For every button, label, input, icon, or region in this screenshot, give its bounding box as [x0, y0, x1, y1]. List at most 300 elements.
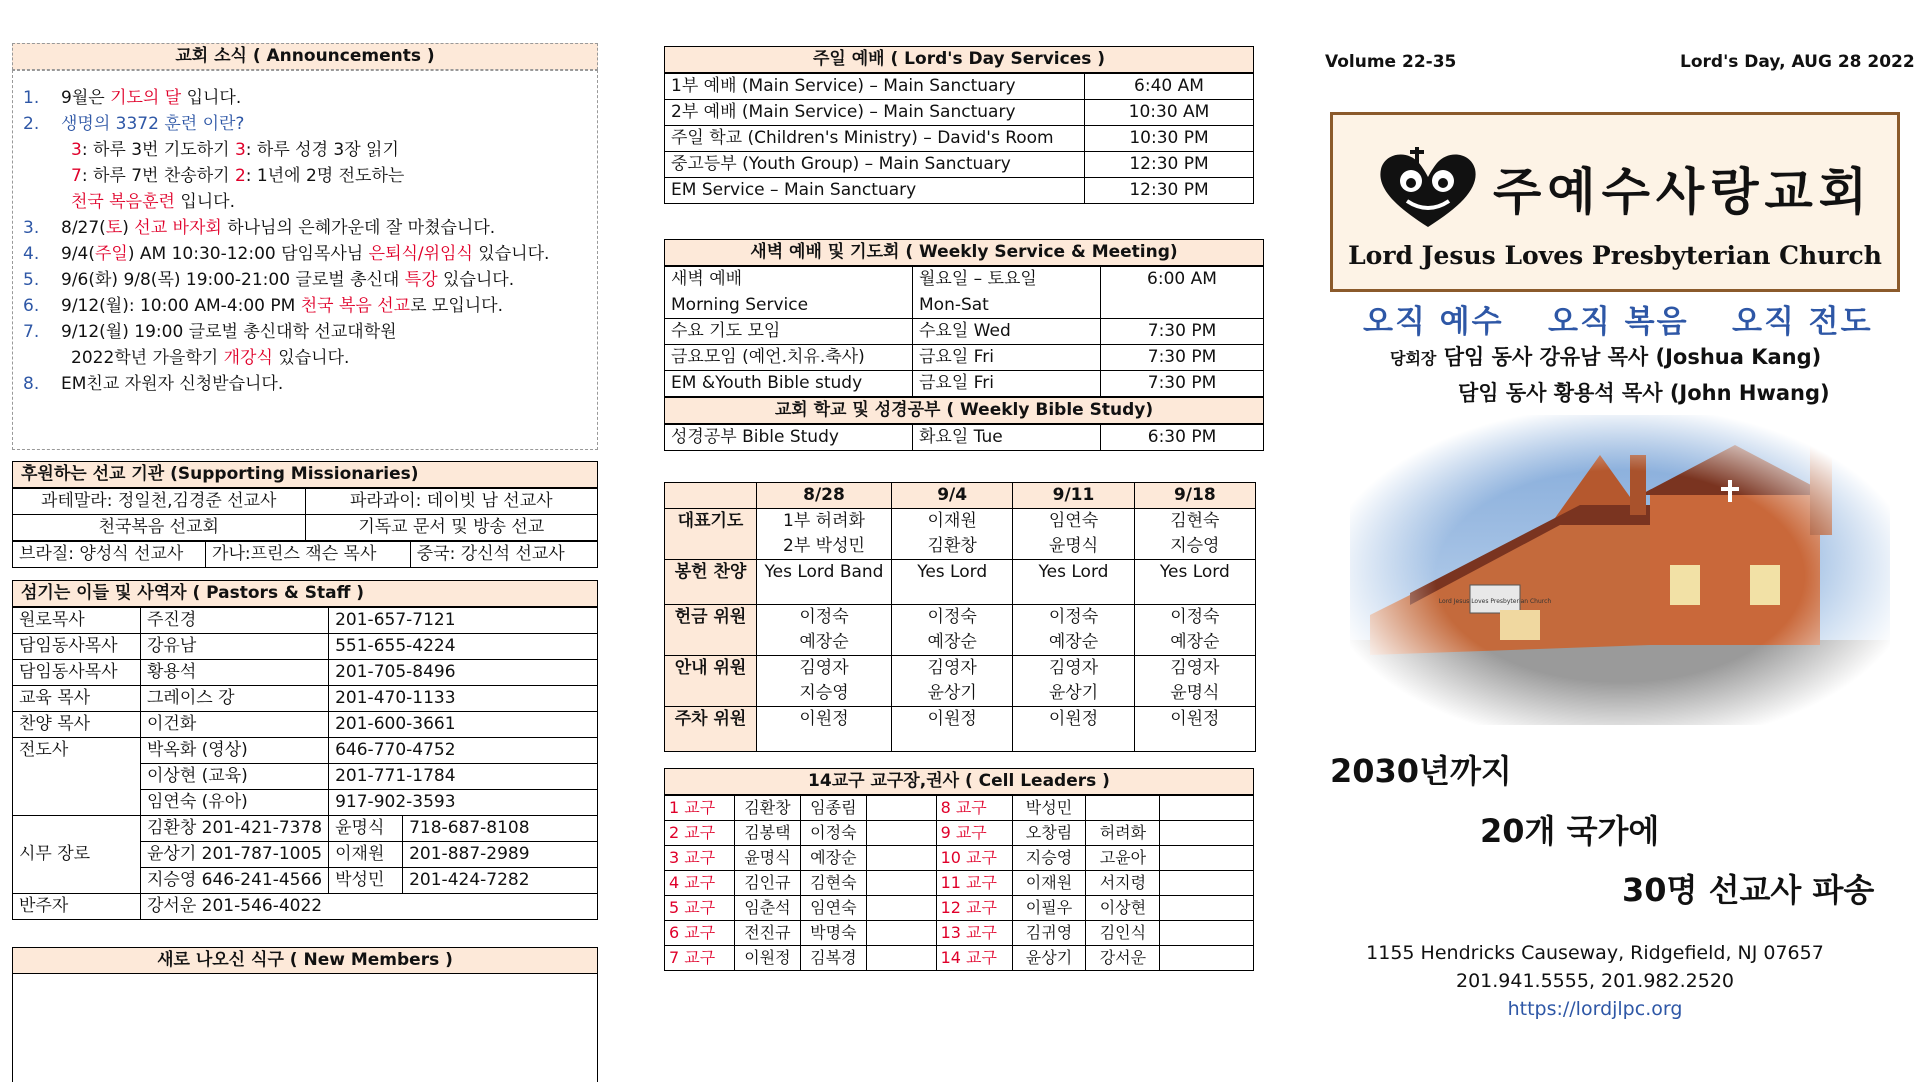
- weekly-time: [1101, 293, 1264, 319]
- church-name-korean: 주예수사랑교회: [1493, 162, 1874, 221]
- duty-cell: [1134, 707, 1255, 752]
- staff-phone: 201-657-7121: [329, 608, 598, 634]
- announcement-item: [23, 215, 587, 241]
- cell-leader: 임종림: [800, 796, 866, 821]
- duty-cell: [892, 707, 1013, 752]
- announcement-number: 3.: [23, 218, 40, 238]
- cell-leader: 강서운: [1086, 946, 1160, 971]
- staff-name: 이건화: [141, 712, 329, 738]
- cell-number: 12 교구: [936, 896, 1012, 921]
- staff-row: [13, 608, 598, 634]
- lords-day-table: [664, 73, 1254, 204]
- cell-leader: [1160, 946, 1254, 971]
- missionaries-section: [12, 461, 598, 568]
- duty-label: 주차 위원: [665, 707, 757, 752]
- elder-name: 지승영 646-241-4566: [141, 868, 329, 894]
- cell-number: 14 교구: [936, 946, 1012, 971]
- weekly-row: [665, 319, 1264, 345]
- cell-leader: 허려화: [1086, 821, 1160, 846]
- pastor-prefix: 당회장: [1390, 349, 1437, 368]
- tagline-gospel: 오직 복음: [1548, 304, 1689, 340]
- duty-label: 헌금 위원: [665, 605, 757, 656]
- duty-row: [665, 605, 1256, 656]
- weekly-section: [664, 239, 1264, 451]
- staff-row: [13, 686, 598, 712]
- announcement-text: 하나님의 은혜가운데 잘 마쳤습니다.: [221, 218, 496, 238]
- announcement-text: : 하루 3번 기도하기: [81, 140, 235, 160]
- elder-phone: 718-687-8108: [403, 816, 598, 842]
- staff-name: 강서운 201-546-4022: [141, 894, 598, 920]
- cell-number: 5 교구: [665, 896, 735, 921]
- duty-name: 이원정: [927, 709, 977, 729]
- duty-date: 8/28: [757, 483, 892, 509]
- announcement-number: 4.: [23, 244, 40, 264]
- cell-number: 2 교구: [665, 821, 735, 846]
- announcement-text: 천국 복음 선교: [300, 296, 411, 316]
- staff-phone: 551-655-4224: [329, 634, 598, 660]
- cell-leader: 지승영: [1012, 846, 1086, 871]
- duty-name: 윤명식: [1170, 683, 1220, 703]
- duty-cell: [1013, 560, 1134, 605]
- announcement-text: : 하루 성경 3장 읽기: [245, 140, 399, 160]
- duty-corner: [665, 483, 757, 509]
- announcement-text: 2022학년 가을학기: [71, 348, 224, 368]
- duty-name: 김현숙: [1170, 511, 1220, 531]
- weekly-day: 금요일 Fri: [913, 345, 1101, 371]
- weekly-row: [665, 267, 1264, 293]
- cell-leader: [1160, 821, 1254, 846]
- duty-name: 1부 허려화: [783, 511, 865, 531]
- announcement-text: 특강: [404, 270, 438, 290]
- duty-label: 봉헌 찬양: [665, 560, 757, 605]
- volume-label: Volume 22-35: [1325, 52, 1457, 72]
- missionary-cell: 중국: 강신석 선교사: [410, 542, 597, 568]
- duty-name: Yes Lord: [1159, 562, 1230, 582]
- bible-study-time: 6:30 PM: [1101, 425, 1264, 451]
- cell-leader: [866, 921, 936, 946]
- tagline-evangelism: 오직 전도: [1732, 304, 1873, 340]
- staff-role: 반주자: [13, 894, 141, 920]
- duty-label: 안내 위원: [665, 656, 757, 707]
- announcement-item: [23, 319, 587, 345]
- service-row: [665, 152, 1254, 178]
- missionary-cell: 가나:프린스 잭슨 목사: [206, 542, 411, 568]
- cell-leader: [866, 796, 936, 821]
- weekly-name: EM &Youth Bible study: [665, 371, 913, 397]
- service-row: [665, 178, 1254, 204]
- cell-row: [665, 796, 1254, 821]
- staff-row: [13, 894, 598, 920]
- announcement-text: 은퇴식/위임식: [368, 244, 473, 264]
- duty-section: [664, 482, 1256, 752]
- goal-line-2: 20개 국가에: [1480, 812, 1660, 850]
- date-label: Lord's Day, AUG 28 2022: [1680, 52, 1915, 72]
- cell-row: [665, 821, 1254, 846]
- cell-number: 7 교구: [665, 946, 735, 971]
- cell-leader: [866, 946, 936, 971]
- cell-leader: 김봉택: [734, 821, 800, 846]
- cell-number: 1 교구: [665, 796, 735, 821]
- staff-row: [13, 660, 598, 686]
- duty-name: 이원정: [1048, 709, 1099, 729]
- announcement-text: 입니다.: [174, 192, 236, 212]
- duty-table: [664, 482, 1256, 752]
- cell-row: [665, 846, 1254, 871]
- staff-title: 섬기는 이들 및 사역자 ( Pastors & Staff ): [12, 580, 598, 607]
- staff-name: 황용석: [141, 660, 329, 686]
- duty-cell: [757, 605, 892, 656]
- announcement-text: 9/12(월) 19:00 글로벌 총신대학 선교대학원: [61, 322, 397, 342]
- duty-cell: [1134, 509, 1255, 560]
- announcement-item: [23, 163, 587, 189]
- cell-leader: 김인식: [1086, 921, 1160, 946]
- duty-cell: [1013, 509, 1134, 560]
- cell-leader: 고윤아: [1086, 846, 1160, 871]
- cell-leader: 임춘석: [734, 896, 800, 921]
- duty-name: 지승영: [1170, 536, 1220, 556]
- duty-name: 예장순: [1170, 632, 1220, 652]
- announcement-text: 로 모입니다.: [410, 296, 503, 316]
- weekly-name: 수요 기도 모임: [665, 319, 913, 345]
- cell-number: 11 교구: [936, 871, 1012, 896]
- staff-name: 이상현 (교육): [141, 764, 329, 790]
- announcement-number: 1.: [23, 88, 40, 108]
- cell-number: 10 교구: [936, 846, 1012, 871]
- weekly-time: 7:30 PM: [1101, 319, 1264, 345]
- announcement-text: 있습니다.: [437, 270, 515, 290]
- staff-phone: 201-600-3661: [329, 712, 598, 738]
- staff-row: [13, 738, 598, 764]
- announcement-text: ): [122, 218, 135, 238]
- weekly-row: [665, 293, 1264, 319]
- staff-name: 주진경: [141, 608, 329, 634]
- weekly-day: 월요일 – 토요일: [913, 267, 1101, 293]
- cell-leader: [1160, 846, 1254, 871]
- staff-phone: 201-470-1133: [329, 686, 598, 712]
- service-time: 12:30 PM: [1085, 178, 1254, 204]
- cell-leader: 김복경: [800, 946, 866, 971]
- announcement-text: 토: [105, 218, 123, 238]
- cell-number: 8 교구: [936, 796, 1012, 821]
- duty-name: 이재원: [927, 511, 977, 531]
- duty-row: [665, 707, 1256, 752]
- cell-leader: 이재원: [1012, 871, 1086, 896]
- service-row: [665, 126, 1254, 152]
- duty-name: Yes Lord: [1038, 562, 1109, 582]
- duty-name: 이정숙: [1048, 607, 1099, 627]
- duty-cell: [892, 605, 1013, 656]
- cell-leader: 김현숙: [800, 871, 866, 896]
- service-row: [665, 74, 1254, 100]
- staff-name: 박옥화 (영상): [141, 738, 329, 764]
- announcement-text: : 하루 7번 찬송하기: [81, 166, 235, 186]
- cell-leader: [1160, 796, 1254, 821]
- weekly-day: Mon-Sat: [913, 293, 1101, 319]
- cell-leader: 윤명식: [734, 846, 800, 871]
- elder-name: 윤상기 201-787-1005: [141, 842, 329, 868]
- staff-row: [13, 816, 598, 842]
- duty-cell: [757, 656, 892, 707]
- bible-study-title: 교회 학교 및 성경공부 ( Weekly Bible Study): [664, 397, 1264, 424]
- cell-leader: [1160, 921, 1254, 946]
- cell-leader: 이원정: [734, 946, 800, 971]
- cell-leader: 김귀영: [1012, 921, 1086, 946]
- duty-name: 이정숙: [927, 607, 977, 627]
- duty-cell: [757, 707, 892, 752]
- duty-cell: [1134, 656, 1255, 707]
- staff-phone: 917-902-3593: [329, 790, 598, 816]
- service-name: EM Service – Main Sanctuary: [665, 178, 1085, 204]
- staff-row: [13, 712, 598, 738]
- announcement-number: 7.: [23, 322, 40, 342]
- staff-role: 담임동사목사: [13, 634, 141, 660]
- duty-name: 김영자: [799, 658, 849, 678]
- weekly-time: 7:30 PM: [1101, 371, 1264, 397]
- staff-phone: 646-770-4752: [329, 738, 598, 764]
- cell-number: 6 교구: [665, 921, 735, 946]
- announcement-number: 5.: [23, 270, 40, 290]
- duty-name: 김환창: [927, 536, 977, 556]
- cell-leader: 김인규: [734, 871, 800, 896]
- new-members-box: [12, 974, 598, 1082]
- service-name: 1부 예배 (Main Service) – Main Sanctuary: [665, 74, 1085, 100]
- service-time: 6:40 AM: [1085, 74, 1254, 100]
- duty-name: 이원정: [1170, 709, 1220, 729]
- cell-leader: [1086, 796, 1160, 821]
- announcement-number: 2.: [23, 114, 40, 134]
- duty-name: 이정숙: [799, 607, 849, 627]
- new-members-section: [12, 947, 598, 1082]
- duty-name: 2부 박성민: [783, 536, 865, 556]
- church-name-english: Lord Jesus Loves Presbyterian Church: [1348, 241, 1882, 270]
- announcement-text: 8/27(: [61, 218, 106, 238]
- announcement-text: 있습니다.: [272, 348, 350, 368]
- announcement-item: [23, 293, 587, 319]
- church-logo: [1330, 112, 1900, 292]
- cell-leader: [866, 821, 936, 846]
- duty-cell: [1013, 707, 1134, 752]
- duty-cell: [892, 509, 1013, 560]
- duty-cell: [1134, 605, 1255, 656]
- cell-leaders-title: 14교구 교구장,권사 ( Cell Leaders ): [664, 768, 1254, 795]
- cell-number: 13 교구: [936, 921, 1012, 946]
- announcements-title: 교회 소식 ( Announcements ): [12, 43, 598, 70]
- elder-name: 김환창 201-421-7378: [141, 816, 329, 842]
- staff-role: 담임동사목사: [13, 660, 141, 686]
- announcement-text: 주일: [95, 244, 128, 264]
- announcement-text: 9월은: [61, 88, 111, 108]
- missionary-cell: 천국복음 선교회: [13, 515, 306, 541]
- tagline-jesus: 오직 예수: [1363, 304, 1504, 340]
- duty-row: [665, 560, 1256, 605]
- announcement-item: [23, 345, 587, 371]
- goal-line-1: 2030년까지: [1330, 752, 1512, 790]
- announcement-number: 6.: [23, 296, 40, 316]
- duty-name: 김영자: [1170, 658, 1220, 678]
- heart-logo-icon: [1373, 143, 1483, 233]
- duty-name: 임연숙: [1048, 511, 1099, 531]
- elder-name: 박성민: [329, 868, 403, 894]
- duty-cell: [757, 560, 892, 605]
- announcement-text: EM친교 자원자 신청받습니다.: [61, 374, 284, 394]
- staff-role: 전도사: [13, 738, 141, 816]
- goal-line-3: 30명 선교사 파송: [1622, 871, 1875, 909]
- duty-cell: [892, 560, 1013, 605]
- duty-row: [665, 656, 1256, 707]
- cell-leader: [866, 871, 936, 896]
- announcement-item: [23, 241, 587, 267]
- announcement-text: ) AM 10:30-12:00 담임목사님: [127, 244, 369, 264]
- staff-table: [12, 607, 598, 920]
- duty-name: Yes Lord: [917, 562, 988, 582]
- announcement-text: 천국 복음훈련: [71, 192, 175, 212]
- duty-name: 이원정: [799, 709, 849, 729]
- missionary-cell: 과테말라: 정일천,김경준 선교사: [13, 489, 306, 515]
- announcement-number: 8.: [23, 374, 40, 394]
- cell-row: [665, 871, 1254, 896]
- service-row: [665, 100, 1254, 126]
- weekly-name: Morning Service: [665, 293, 913, 319]
- announcement-text: 9/12(월): 10:00 AM-4:00 PM: [61, 296, 301, 316]
- missionaries-title: 후원하는 선교 기관 (Supporting Missionaries): [12, 461, 598, 488]
- cell-leaders-section: [664, 768, 1254, 971]
- duty-header-row: [665, 483, 1256, 509]
- duty-cell: [1013, 656, 1134, 707]
- lords-day-title: 주일 예배 ( Lord's Day Services ): [664, 46, 1254, 73]
- cell-number: 4 교구: [665, 871, 735, 896]
- weekly-title: 새벽 예배 및 기도회 ( Weekly Service & Meeting): [664, 239, 1264, 266]
- staff-section: [12, 580, 598, 920]
- duty-date: 9/18: [1134, 483, 1255, 509]
- staff-phone: 201-771-1784: [329, 764, 598, 790]
- duty-name: 예장순: [1048, 632, 1099, 652]
- announcement-item: [23, 189, 587, 215]
- weekly-time: 6:00 AM: [1101, 267, 1264, 293]
- duty-name: 윤상기: [1048, 683, 1099, 703]
- announcement-text: 3: [234, 140, 246, 160]
- cell-leader: [1160, 871, 1254, 896]
- cell-leader: [866, 896, 936, 921]
- cell-row: [665, 921, 1254, 946]
- missionary-cell: 기독교 문서 및 방송 선교: [305, 515, 598, 541]
- duty-name: 지승영: [799, 683, 849, 703]
- announcement-item: [23, 267, 587, 293]
- announcement-text: 생명의 3372 훈련 이란?: [61, 114, 245, 134]
- announcement-text: 7: [71, 166, 82, 186]
- duty-name: 예장순: [799, 632, 849, 652]
- cell-leader: 이상현: [1086, 896, 1160, 921]
- cell-row: [665, 896, 1254, 921]
- elder-phone: 201-887-2989: [403, 842, 598, 868]
- announcement-text: 개강식: [223, 348, 273, 368]
- phone: 201.941.5555, 201.982.2520: [1455, 970, 1734, 992]
- staff-role: 교육 목사: [13, 686, 141, 712]
- pastor-1: 담임 동사 강유남 목사 (Joshua Kang): [1443, 345, 1822, 369]
- announcements-list: [12, 70, 598, 450]
- staff-phone: 201-705-8496: [329, 660, 598, 686]
- duty-name: 예장순: [927, 632, 977, 652]
- announcement-item: [23, 85, 587, 111]
- cell-leader: 임연숙: [800, 896, 866, 921]
- duty-name: 이정숙: [1170, 607, 1220, 627]
- staff-name: 임연숙 (유아): [141, 790, 329, 816]
- cell-leader: 오창림: [1012, 821, 1086, 846]
- elder-name: 윤명식: [329, 816, 403, 842]
- duty-name: 김영자: [927, 658, 977, 678]
- duty-cell: [1134, 560, 1255, 605]
- cell-leaders-table: [664, 795, 1254, 971]
- cell-leader: 서지령: [1086, 871, 1160, 896]
- duty-cell: [757, 509, 892, 560]
- service-time: 10:30 PM: [1085, 126, 1254, 152]
- weekly-day: 수요일 Wed: [913, 319, 1101, 345]
- duty-cell: [892, 656, 1013, 707]
- staff-name: 강유남: [141, 634, 329, 660]
- duty-name: 김영자: [1048, 658, 1099, 678]
- cell-number: 9 교구: [936, 821, 1012, 846]
- staff-role: 원로목사: [13, 608, 141, 634]
- duty-cell: [1013, 605, 1134, 656]
- elder-phone: 201-424-7282: [403, 868, 598, 894]
- duty-name: Yes Lord Band: [764, 562, 884, 582]
- announcement-text: : 1년에 2명 전도하는: [245, 166, 405, 186]
- service-name: 중고등부 (Youth Group) – Main Sanctuary: [665, 152, 1085, 178]
- service-name: 2부 예배 (Main Service) – Main Sanctuary: [665, 100, 1085, 126]
- cell-number: 3 교구: [665, 846, 735, 871]
- cell-leader: 전진규: [734, 921, 800, 946]
- new-members-title: 새로 나오신 식구 ( New Members ): [12, 947, 598, 974]
- service-time: 12:30 PM: [1085, 152, 1254, 178]
- announcement-text: 선교 바자회: [134, 218, 222, 238]
- announcement-text: 9/4(: [61, 244, 95, 264]
- bible-study-day: 화요일 Tue: [913, 425, 1101, 451]
- staff-role: 찬양 목사: [13, 712, 141, 738]
- service-time: 10:30 AM: [1085, 100, 1254, 126]
- missionary-cell: 파라과이: 데이빗 남 선교사: [305, 489, 598, 515]
- cell-row: [665, 946, 1254, 971]
- cell-leader: [866, 846, 936, 871]
- duty-label: 대표기도: [665, 509, 757, 560]
- website-link[interactable]: https://lordjlpc.org: [1507, 998, 1683, 1020]
- bible-study-name: 성경공부 Bible Study: [665, 425, 913, 451]
- announcement-item: [23, 137, 587, 163]
- cell-leader: 김환창: [734, 796, 800, 821]
- address: 1155 Hendricks Causeway, Ridgefield, NJ 07657: [1366, 942, 1824, 964]
- weekly-row: [665, 371, 1264, 397]
- announcement-item: [23, 371, 587, 397]
- announcement-text: 입니다.: [181, 88, 242, 108]
- cell-leader: 윤상기: [1012, 946, 1086, 971]
- elder-name: 이재원: [329, 842, 403, 868]
- cell-leader: 이정숙: [800, 821, 866, 846]
- weekly-table: [664, 266, 1264, 397]
- cell-leader: 박성민: [1012, 796, 1086, 821]
- cell-leader: 이필우: [1012, 896, 1086, 921]
- duty-name: 윤상기: [927, 683, 977, 703]
- pastor-line-2: 담임 동사 황용석 목사 (John Hwang): [1458, 381, 1830, 405]
- church-photo: [1350, 415, 1890, 725]
- announcement-text: 9/6(화) 9/8(목) 19:00-21:00 글로벌 총신대: [61, 270, 405, 290]
- announcement-text: 있습니다.: [472, 244, 550, 264]
- staff-name: 그레이스 강: [141, 686, 329, 712]
- staff-role: 시무 장로: [13, 816, 141, 894]
- weekly-day: 금요일 Fri: [913, 371, 1101, 397]
- duty-name: 윤명식: [1048, 536, 1099, 556]
- weekly-row: [665, 345, 1264, 371]
- weekly-name: 새벽 예배: [665, 267, 913, 293]
- cell-leader: 박명숙: [800, 921, 866, 946]
- pastor-line-1: [1390, 341, 1821, 371]
